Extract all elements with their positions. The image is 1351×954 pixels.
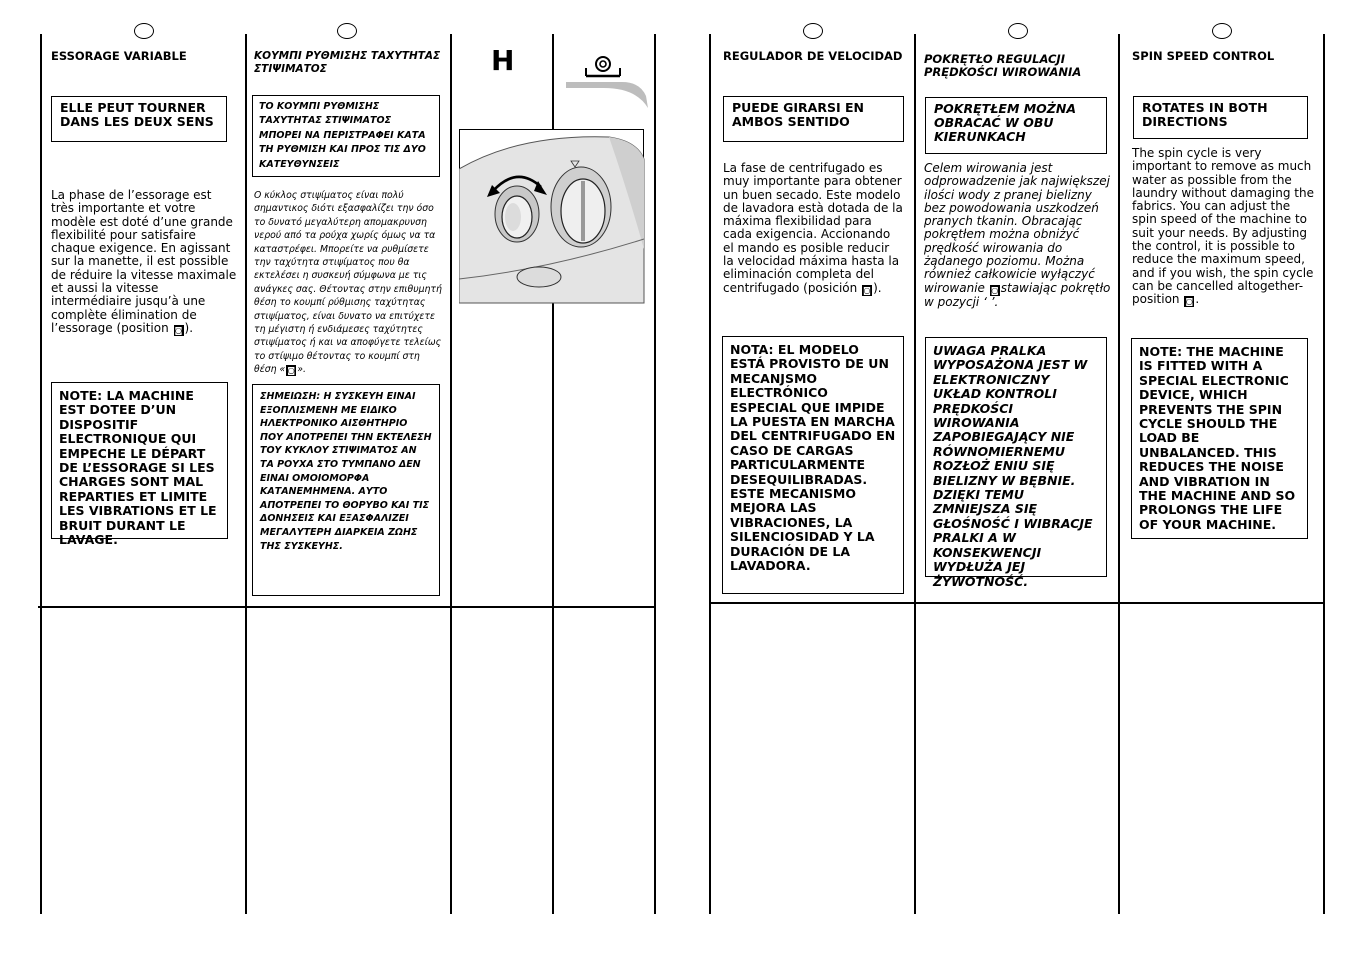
pl-direction-box: [925, 97, 1107, 154]
gr-body-text-start: Ο κύκλος στιψίματος είναι πολύ σημαντικος διότι εξασφαλίζει την όσο το δυνατό μεγαλύτερη απομακρυνση νερού από τα ρούχα χωρίς όμως να τα καταστρέφει. Μπορείτε να ρυθμίσετε την ταχύτητα στιψίματος που θα εκτελέσει η συσκευή σύμφωνα με τις ανάγκες σας. Θέτοντας στην επιθυμητή θέση το κουμπί ρύθμισης ταχύτητας στιψίματος, είναι δυνατο να επιτύχετε τη μέγιστη ή ενδιάμεσες ταχύτητες στιψίματος ή και να αποφύγετε τελείως το στίψιμο θέτοντας το κουμπί στη θέση «: [254, 190, 442, 376]
fr-note-box: NOTE: LA MACHINE EST DOTEE D’UN DISPOSITIF ELECTRONIQUE QUI EMPECHE LE DÉPART DE L’ESSORAGE SI LES CHARGES SONT MAL REPARTIES ET LIMITE LES VIBRATIONS ET LE BRUIT DURANT LE LAVAGE.: [51, 382, 228, 539]
language-marker-circle: [1212, 23, 1232, 39]
column-rule: [40, 34, 42, 914]
column-rule: [450, 34, 452, 914]
language-marker-circle: [337, 23, 357, 39]
en-direction-box: ROTATES IN BOTH DIRECTIONS: [1133, 96, 1308, 139]
spin-symbol-outer: [596, 57, 610, 71]
fr-direction-box: ELLE PEUT TOURNER DANS LES DEUX SENS: [51, 96, 227, 142]
start-button: [517, 267, 561, 287]
language-marker-circle: [134, 23, 154, 39]
no-spin-icon: ◙: [174, 325, 183, 335]
gr-direction-box: [252, 95, 440, 177]
es-direction-box: PUEDE GIRARSI EN AMBOS SENTIDO: [723, 96, 904, 142]
en-body-text-end: .: [1195, 292, 1200, 307]
language-marker-circle: [1008, 23, 1028, 39]
pl-note-box: UWAGA PRALKA WYPOSAŻONA JEST W ELEKTRONICZNY UKŁAD KONTROLI PRĘDKOŚCI WIROWANIA ZAPOBIEGAJĄCY NIE RÓWNOMIERNEMU ROZŁOŻ ENIU SIĘ BIELIZNY W BĘBNIE. DZIĘKI TEMU ZMNIEJSZA SIĘ GŁOŚNOŚĆ I WIBRACJE PRALKI A W KONSEKWENCJI WYDŁUŻA JEJ ŻYWOTNOŚĆ.: [925, 337, 1107, 577]
es-body-text-end: ).: [873, 280, 882, 295]
es-note-box: NOTA: EL MODELO ESTÁ PROVISTO DE UN MECANJSMO ELECTRÓNICO ESPECIAL QUE IMPIDE LA PUESTA EN MARCHA DEL CENTRIFUGADO EN CASO DE CARGAS PARTICULARMENTE DESEQUILIBRADAS. ESTE MECANISMO MEJORA LAS VIBRACIONES, LA SILENCIOSIDAD Y LA DURACIÓN DE LA LAVADORA.: [722, 336, 904, 594]
spin-tab-icon: [564, 52, 650, 108]
pl-body-text-start: Celem wirowania jest odprowadzenie jak największej ilości wody z pranej bielizny bez powodowania uszkodzeń pranych tkanin. Obracając pokrętłem można obniżyć prędkość wirowania do żądanego poziomu. Można również całkowicie wyłączyć wirowanie: [924, 161, 1110, 295]
en-note-box: NOTE: THE MACHINE IS FITTED WITH A SPECIAL ELECTRONIC DEVICE, WHICH PREVENTS THE SPIN CYCLE SHOULD THE LOAD BE UNBALANCED. THIS REDUCES THE NOISE AND VIBRATION IN THE MACHINE AND SO PROLONGS THE LIFE OF YOUR MACHINE.: [1131, 338, 1308, 539]
language-marker-circle: [803, 23, 823, 39]
column-rule: [654, 34, 656, 914]
gr-body-text: [254, 189, 442, 377]
column-rule: [914, 34, 916, 914]
fr-heading: ESSORAGE VARIABLE: [51, 49, 187, 63]
control-panel-illustration: [459, 129, 645, 304]
spin-symbol-inner: [600, 61, 606, 67]
spin-tab-shape: [566, 82, 648, 108]
knob-highlight: [505, 203, 521, 231]
en-heading: SPIN SPEED CONTROL: [1132, 49, 1275, 63]
en-body-text-start: The spin cycle is very important to remove as much water as possible from the laundry without damaging the fabrics. You can adjust the spin speed of the machine to suit your needs. By adjusting the control, it is possible to reduce the maximum speed, and if you wish, the spin cycle can be cancelled altogether-position: [1132, 146, 1314, 307]
es-body-text-start: La fase de centrifugado es muy importante para obtener un buen secado. Este modelo de lavadora està dotada de la máxima flexibilidad para cada exigencia. Accionando el mando es posible reducir la velocidad máxima hasta la eliminación completa del centrifugado (posición: [723, 161, 903, 295]
pl-body-text: [924, 162, 1112, 309]
column-rule: [245, 34, 247, 914]
section-rule: [709, 602, 1325, 604]
fr-body-text-start: La phase de l’essorage est très importante et votre modèle est doté d’une grande flexibilité pour satisfaire chaque exigence. En agissant sur la manette, il est possible de réduire la vitesse maximale et aussi la vitesse intermédiaire jusqu’à une complète élimination de l’essorage (position: [51, 188, 237, 335]
gr-body-text-end: ».: [297, 364, 306, 376]
fr-body-text: [51, 189, 237, 336]
section-letter: H: [491, 44, 515, 77]
es-body-text: [723, 162, 903, 296]
gr-heading: ΚΟΥΜΠΙ ΡΥΘΜΙΣΗΣ ΤΑΧΥΤΗΤΑΣ ΣΤΙΨΙΜΑΤΟΣ: [254, 50, 441, 75]
gr-note-box: ΣΗΜΕΙΩΣΗ: Η ΣΥΣΚΕΥΗ ΕΙΝΑΙ ΕΞΟΠΛΙΣΜΕΝΗ ΜΕ ΕΙΔΙΚΟ ΗΛΕΚΤΡΟΝΙΚΟ ΑΙΣΘΗΤΗΡΙΟ ΠΟΥ ΑΠΟΤΡΕΠΕΙ ΤΗΝ ΕΚΤΕΛΕΣΗ ΤΟΥ ΚΥΚΛΟΥ ΣΤΙΨΙΜΑΤΟΣ ΑΝ ΤΑ ΡΟΥΧΑ ΣΤΟ ΤΥΜΠΑΝΟ ΔΕΝ ΕΙΝΑΙ ΟΜΟΙΟΜΟΡΦΑ ΚΑΤΑΝΕΜΗΜΕΝΑ. ΑΥΤΟ ΑΠΟΤΡΕΠΕΙ ΤΟ ΘΟΡΥΒΟ ΚΑΙ ΤΙΣ ΔΟΝΗΣΕΙΣ ΚΑΙ ΕΞΑΣΦΑΛΙΖΕΙ ΜΕΓΑΛΥΤΕΡΗ ΔΙΑΡΚΕΙΑ ΖΩΗΣ ΤΗΣ ΣΥΣΚΕΥΗΣ.: [252, 384, 440, 596]
pl-heading: POKRĘTŁO REGULACJI PRĘDKOŚCI WIROWANIA: [924, 52, 1082, 79]
fr-body-text-end: ).: [184, 320, 194, 335]
es-heading: REGULADOR DE VELOCIDAD: [723, 49, 903, 63]
pl-direction-box-text: POKRĘTŁEM MOŻNA OBRACAĆ W OBU KIERUNKACH: [934, 101, 1077, 144]
en-body-text: [1132, 147, 1314, 307]
gr-direction-box-text: ΤΟ ΚΟΥΜΠΙ ΡΥΘΜΙΣΗΣ ΤΑΧΥΤΗΤΑΣ ΣΤΙΨΙΜΑΤΟΣ ΜΠΟΡΕΙ ΝΑ ΠΕΡΙΣΤΡΑΦΕΙ ΚΑΤΑ ΤΗ ΡΥΘΜΙΣΗ ΚΑΙ ΠΡΟΣ ΤΙΣ ΔΥΟ ΚΑΤΕΥΘΥΝΣΕΙΣ: [259, 101, 426, 170]
no-spin-icon: ◙: [863, 285, 871, 295]
column-rule: [709, 34, 711, 914]
section-rule: [38, 606, 655, 608]
no-spin-icon: ◙: [1185, 297, 1194, 307]
column-rule: [1118, 34, 1120, 914]
no-spin-icon: ◙: [990, 285, 999, 295]
pl-body-text-end: stawiając pokrętło w pozycji ‘ ’.: [924, 280, 1111, 309]
column-rule: [1323, 34, 1325, 914]
no-spin-icon: ◙: [287, 366, 296, 376]
